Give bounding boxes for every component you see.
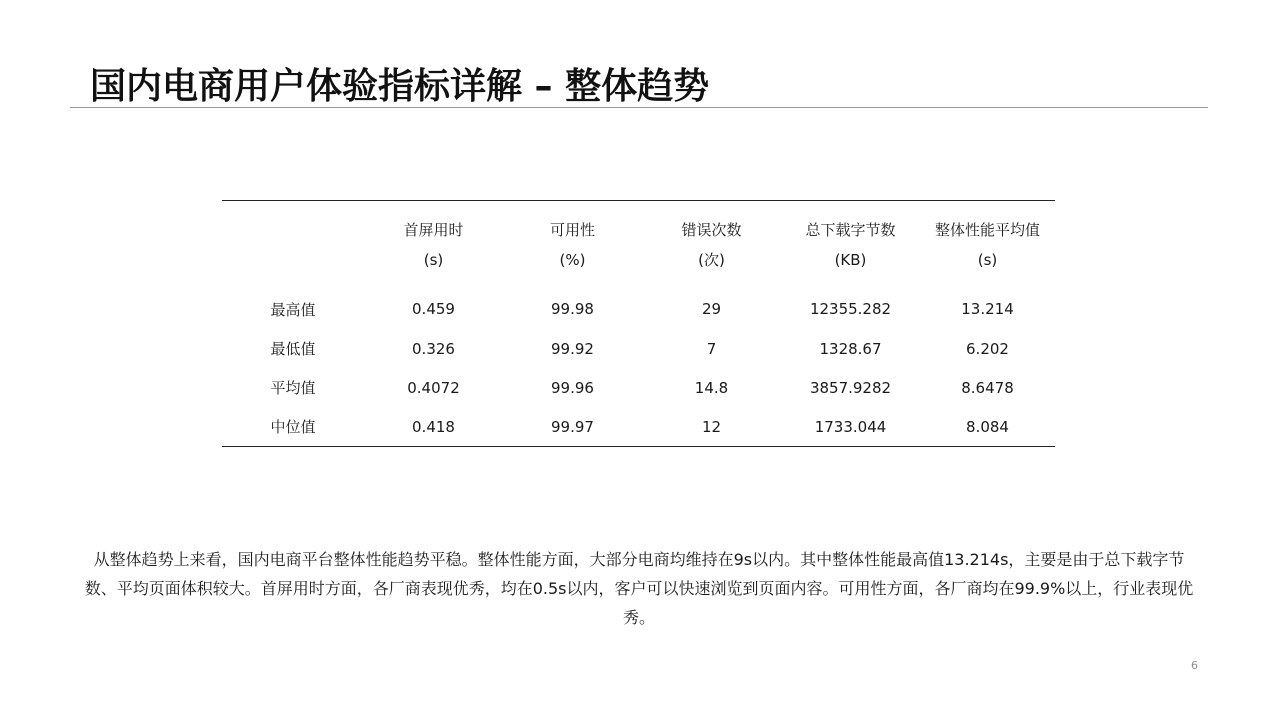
table-cell: 99.97 <box>551 417 594 436</box>
row-label: 最低值 <box>270 340 316 358</box>
header-cell-row-label <box>222 201 364 290</box>
metrics-table-container <box>222 200 1055 447</box>
table-cell: 0.459 <box>412 300 455 318</box>
table-cell: 1733.044 <box>814 417 887 436</box>
table-row-max <box>222 289 1055 329</box>
header-label: 整体性能平均值 <box>934 221 1040 239</box>
page-number: 6 <box>1191 659 1198 672</box>
table-cell: 0.418 <box>412 417 455 436</box>
table-cell: 3857.9282 <box>809 378 892 397</box>
header-cell-first-screen-time <box>364 201 503 290</box>
header-label: 首屏用时 <box>403 221 464 239</box>
row-label: 最高值 <box>270 300 316 319</box>
header-cell-total-download-bytes <box>781 201 920 290</box>
summary-paragraph: 从整体趋势上来看，国内电商平台整体性能趋势平稳。整体性能方面，大部分电商均维持在9s以内。其中整体性能最高值13.214s，主要是由于总下载字节数、平均页面体积较大。首屏用时方面，各厂商表现优秀，均在0.5s以内，客户可以快速浏览到页面内容。可用性方面，各厂商均在99.9%以上，行业表现优秀。 <box>84 550 1194 627</box>
row-label: 平均值 <box>270 379 316 397</box>
header-label: 总下载字节数 <box>805 221 896 239</box>
table-cell: 12355.282 <box>809 300 892 318</box>
table-cell: 14.8 <box>694 378 729 397</box>
header-unit: (%) <box>559 251 586 269</box>
row-label: 中位值 <box>270 418 316 436</box>
header-label: 错误次数 <box>681 221 742 239</box>
header-unit: (KB) <box>834 251 867 269</box>
table-cell: 0.4072 <box>407 378 460 397</box>
metrics-table <box>222 200 1055 447</box>
table-cell: 99.92 <box>551 339 594 358</box>
table-cell: 0.326 <box>412 339 455 358</box>
table-cell: 99.98 <box>551 300 594 318</box>
table-header-row <box>222 201 1055 290</box>
table-row-min <box>222 329 1055 368</box>
header-cell-overall-performance-avg <box>920 201 1055 290</box>
table-row-median <box>222 407 1055 447</box>
table-cell: 1328.67 <box>819 339 882 358</box>
header-unit: (s) <box>423 251 444 269</box>
table-row-average <box>222 368 1055 407</box>
header-unit: (次) <box>698 251 725 269</box>
title-divider <box>70 107 1208 108</box>
table-cell: 13.214 <box>961 300 1014 318</box>
table-cell: 8.6478 <box>961 378 1014 397</box>
header-cell-error-count <box>642 201 781 290</box>
header-label: 可用性 <box>549 221 595 239</box>
header-unit: (s) <box>977 251 998 269</box>
table-cell: 8.084 <box>966 417 1009 436</box>
table-cell: 7 <box>706 339 717 358</box>
table-cell: 12 <box>701 417 722 436</box>
table-cell: 29 <box>701 300 722 318</box>
header-cell-availability <box>503 201 642 290</box>
table-cell: 99.96 <box>551 378 594 397</box>
table-cell: 6.202 <box>966 339 1009 358</box>
slide-title: 国内电商用户体验指标详解 – 整体趋势 <box>90 66 710 107</box>
